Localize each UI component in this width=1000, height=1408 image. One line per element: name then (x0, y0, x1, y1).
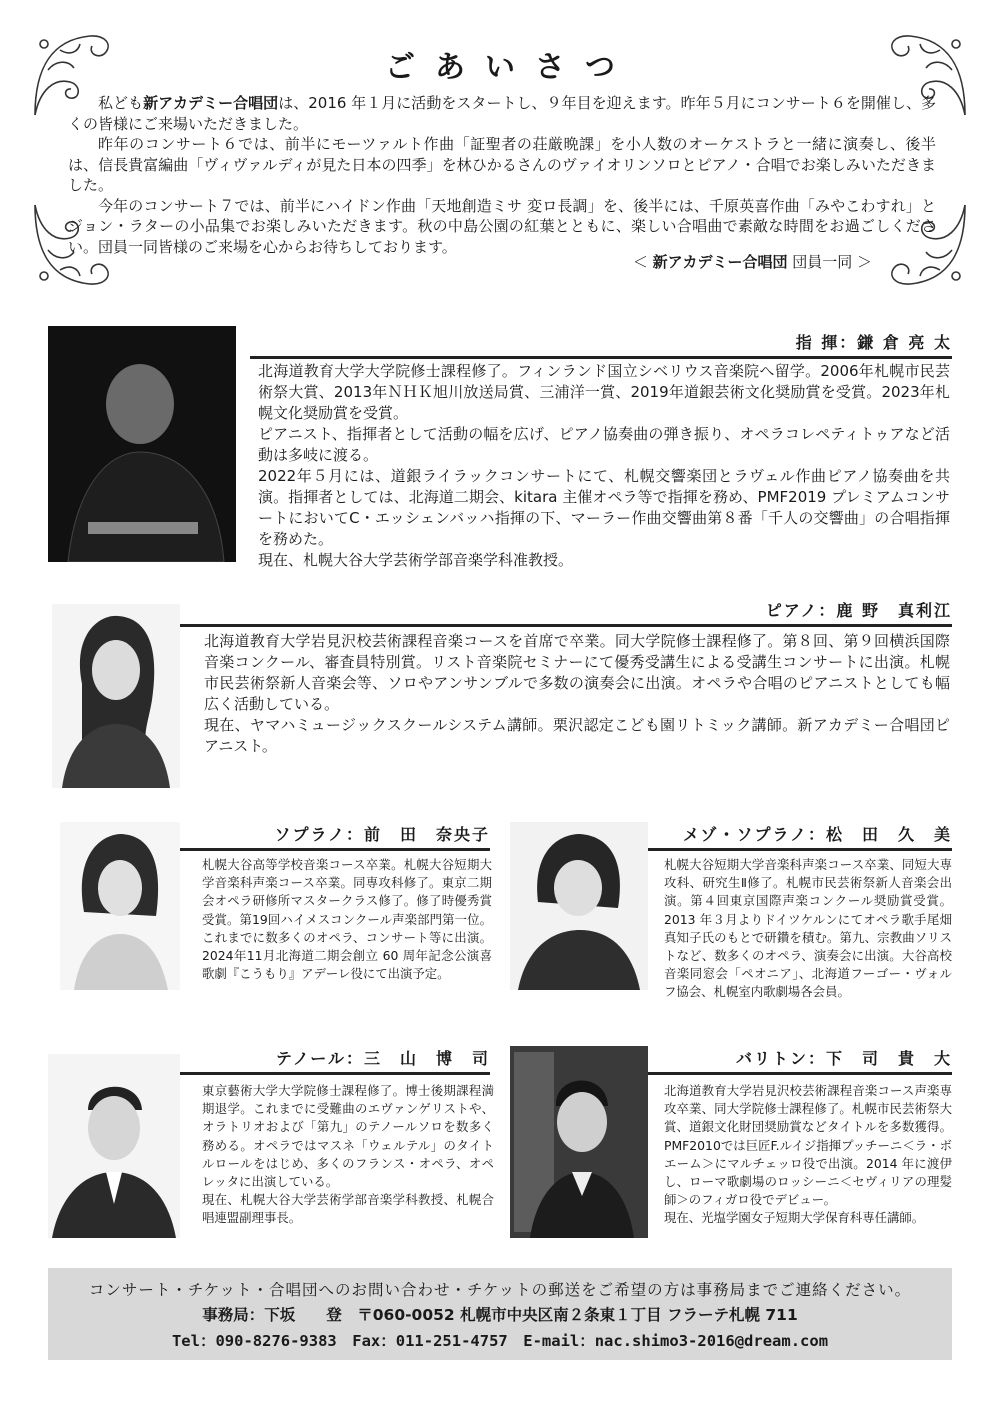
heading-rule (648, 1072, 952, 1075)
heading-rule (180, 624, 952, 627)
tenor-bio: 東京藝術大学大学院修士課程修了。博士後期課程満期退学。これまでに受難曲のエヴァンゲリストや、オラトリオおよび「第九」のテノールソロを数多く務める。オペラではマスネ「ウェルテル」のタイトルロールをはじめ、多くのフランス・オペラ、オペレッタに出演している。 現在、札幌大谷大学芸術学部音楽学科教授、札幌合唱連盟副理事長。 (202, 1083, 494, 1226)
greeting-signature: ＜ 新アカデミー合唱団 団員一同 ＞ (632, 253, 872, 271)
contact-intro: コンサート・チケット・合唱団へのお問い合わせ・チケットの郵送をご希望の方は事務局までご連絡ください。 (88, 1281, 912, 1299)
heading-rule (180, 848, 490, 851)
mezzo-bio: 札幌大谷短期大学音楽科声楽コース卒業、同短大専攻科、研究生Ⅱ修了。札幌市民芸術祭新人音楽会出演。第４回東京国際声楽コンクール奨励賞受賞。2013 年３月よりドイツケルンにてオペラ歌手尾畑真知子氏のもとで研鑽を積む。第九、宗教曲ソリストなど、数多くのオペラ、演奏会に出演。大谷高校音楽同窓会「ペオニア」、北海道フーゴー・ヴォルフ協会、札幌室内歌劇場各会員。 (664, 857, 952, 1000)
greeting-title: ごあいさつ (385, 50, 635, 85)
heading-rule (180, 1072, 490, 1075)
greeting-paragraph-1: 私ども新アカデミー合唱団は、2016 年１月に活動をスタートし、９年目を迎えます。昨年５月にコンサート６を開催し、多くの皆様にご来場いただきました。 (68, 94, 936, 133)
baritone-photo (510, 1046, 648, 1238)
baritone-heading: バリトン：下 司 貴 大 (648, 1046, 952, 1075)
conductor-bio: 北海道教育大学大学院修士課程修了。フィンランド国立シベリウス音楽院へ留学。2006年札幌市民芸術祭大賞、2013年ＮＨＫ旭川放送局賞、三浦洋一賞、2019年道銀芸術文化奨励賞を受賞。2023年札幌文化奨励賞を受賞。 ピアニスト、指揮者として活動の幅を広げ、ピアノ協奏曲の弾き振り、オペラコレペティトゥアなど活動は多岐に渡る。 2022年５月には、道銀ライラックコンサートにて、札幌交響楽団とラヴェル作曲ピアノ協奏曲を共演。指揮者としては、北海道二期会、kitara 主催オペラ等で指揮を務め、PMF2019 プレミアムコンサートにおいてC・エッシェンバッハ指揮の下、マーラー作曲交響曲第８番「千人の交響曲」の合唱指揮を務めた。 現在、札幌大谷大学芸術学部音楽学科准教授。 (258, 362, 950, 569)
conductor-heading: 指 揮：鎌 倉 亮 太 (250, 330, 952, 359)
baritone-bio: 北海道教育大学岩見沢校芸術課程音楽コース声楽専攻卒業、同大学院修士課程修了。札幌市民芸術祭大賞、道銀文化財団奨励賞などタイトルを多数獲得。PMF2010では巨匠F.ルイジ指揮プッチーニ＜ラ・ボエーム＞にマルチェッロ役で出演。2014 年に渡伊し、ローマ歌劇場のロッシーニ＜セヴィリアの理髪師＞のフィガロ役でデビュー。 現在、光塩学園女子短期大学保育科専任講師。 (664, 1083, 952, 1226)
pianist-heading: ピアノ：鹿 野 真利江 (180, 598, 952, 627)
mezzo-heading: メゾ・ソプラノ：松 田 久 美 (648, 822, 952, 851)
pianist-photo (52, 604, 180, 788)
tenor-photo (48, 1054, 180, 1238)
soprano-heading: ソプラノ：前 田 奈央子 (180, 822, 490, 851)
heading-rule (250, 356, 952, 359)
soprano-bio: 札幌大谷高等学校音楽コース卒業。札幌大谷短期大学音楽科声楽コース卒業。同専攻科修了。東京二期会オペラ研修所マスタークラス修了。修了時優秀賞受賞。第19回ハイメスコンクール声楽部門第一位。これまでに数多くのオペラ、コンサート等に出演。2024年11月北海道二期会創立 60 周年記念公演喜歌劇『こうもり』アデーレ役にて出演予定。 (202, 857, 492, 982)
greeting-paragraph-3: 今年のコンサート７では、前半にハイドン作曲「天地創造ミサ 変ロ長調」を、後半には、千原英喜作曲「みやこわすれ」とジョン・ラターの小品集でお楽しみいただきます。秋の中島公園の紅葉とともに、楽しい合唱曲で素敵な時間をお過ごしください。団員一同皆様のご来場を心からお待ちしております。 (68, 196, 936, 256)
heading-rule (648, 848, 952, 851)
contact-phone-email: Tel：090-8276-9383 Fax：011-251-4757 E-mail：nac.shimo3-2016@dream.com (171, 1332, 829, 1350)
office-address: 事務局：下坂 登 〒060-0052 札幌市中央区南２条東１丁目 フラーテ札幌 711 (202, 1306, 798, 1324)
tenor-heading: テノール：三 山 博 司 (180, 1046, 490, 1075)
greeting-paragraph-2: 昨年のコンサート６では、前半にモーツァルト作曲「証聖者の荘厳晩課」を小人数のオーケストラと一緒に演奏し、後半は、信長貴富編曲「ヴィヴァルディが見た日本の四季」を林ひかるさんのヴァイオリンソロとピアノ・合唱でお楽しみいただきました。 (68, 135, 936, 194)
greeting-body (68, 93, 936, 257)
soprano-photo (60, 822, 180, 990)
conductor-photo (48, 326, 236, 562)
choir-name: 新アカデミー合唱団 (143, 94, 279, 112)
mezzo-photo (510, 822, 648, 990)
pianist-bio: 北海道教育大学岩見沢校芸術課程音楽コースを首席で卒業。同大学院修士課程修了。第８回、第９回横浜国際音楽コンクール、審査員特別賞。リスト音楽院セミナーにて優秀受講生による受講生コンサートに出演。札幌市民芸術祭新人音楽会等、ソロやアンサンブルで多数の演奏会に出演。オペラや合唱のピアニストとしても幅広く活動している。 現在、ヤマハミュージックスクールシステム講師。栗沢認定こども園リトミック講師。新アカデミー合唱団ピアニスト。 (204, 632, 950, 755)
